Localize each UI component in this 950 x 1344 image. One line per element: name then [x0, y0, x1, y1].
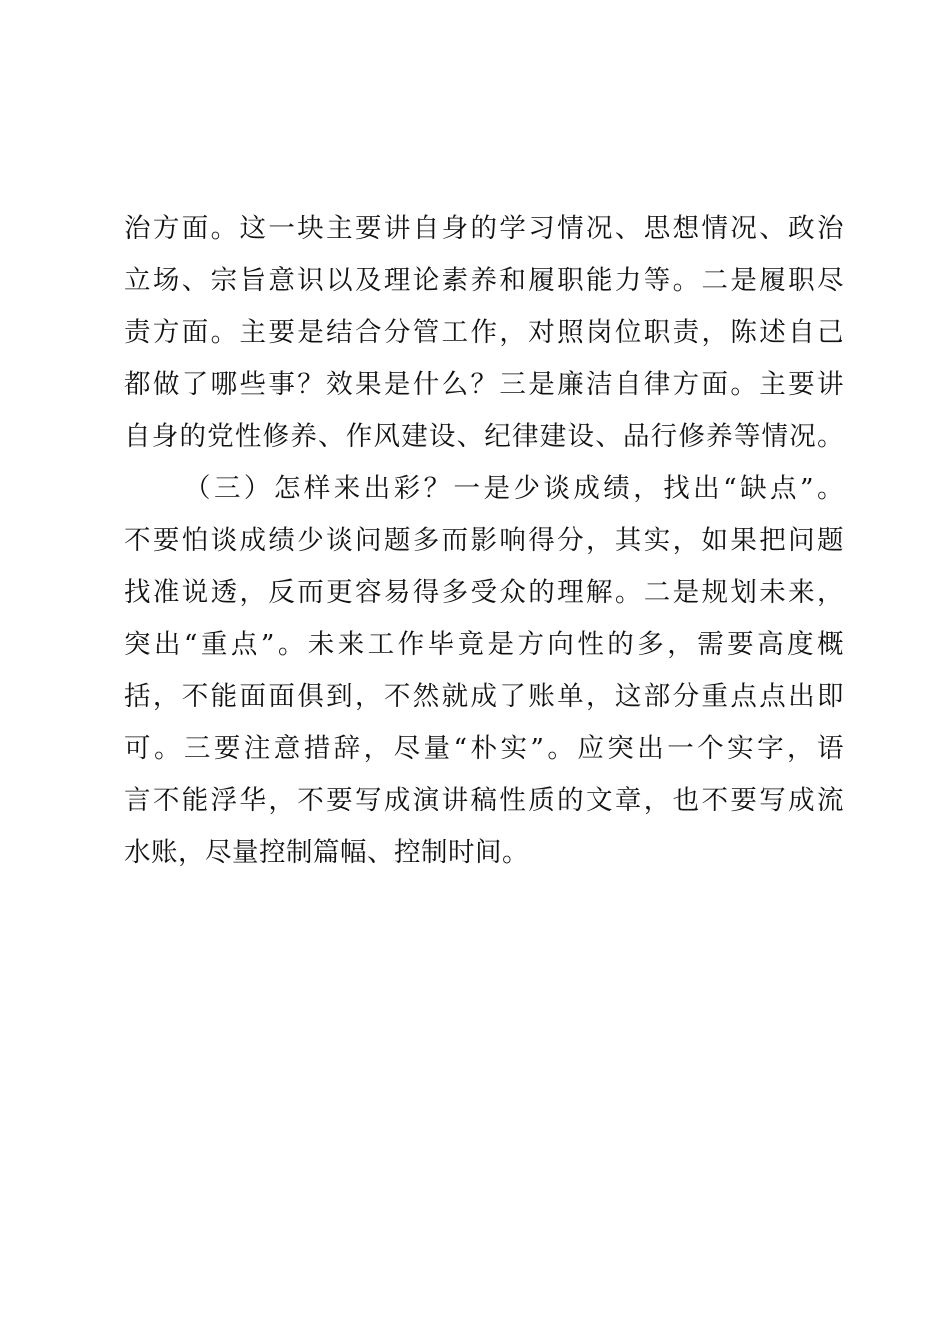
text-line: 可。三要注意措辞，尽量“朴实”。应突出一个实字，语 [124, 733, 844, 764]
text-line: 治方面。这一块主要讲自身的学习情况、思想情况、政治 [124, 213, 844, 244]
text-line: 都做了哪些事？效果是什么？三是廉洁自律方面。主要讲 [124, 369, 844, 400]
text-line: 括，不能面面俱到，不然就成了账单，这部分重点点出即 [124, 681, 844, 712]
text-line: 突出“重点”。未来工作毕竟是方向性的多，需要高度概 [124, 629, 844, 660]
section-heading-line: （三）怎样来出彩？一是少谈成绩，找出“缺点”。 [184, 473, 844, 504]
text-line: 自身的党性修养、作风建设、纪律建设、品行修养等情况。 [124, 421, 844, 452]
text-line: 水账，尽量控制篇幅、控制时间。 [124, 837, 529, 868]
text-line: 责方面。主要是结合分管工作，对照岗位职责，陈述自己 [124, 317, 844, 348]
text-line: 找准说透，反而更容易得多受众的理解。二是规划未来， [124, 577, 844, 608]
text-line: 不要怕谈成绩少谈问题多而影响得分，其实，如果把问题 [124, 525, 844, 556]
text-line: 立场、宗旨意识以及理论素养和履职能力等。二是履职尽 [124, 265, 844, 296]
text-line: 言不能浮华，不要写成演讲稿性质的文章，也不要写成流 [124, 785, 844, 816]
body-text [124, 203, 844, 879]
